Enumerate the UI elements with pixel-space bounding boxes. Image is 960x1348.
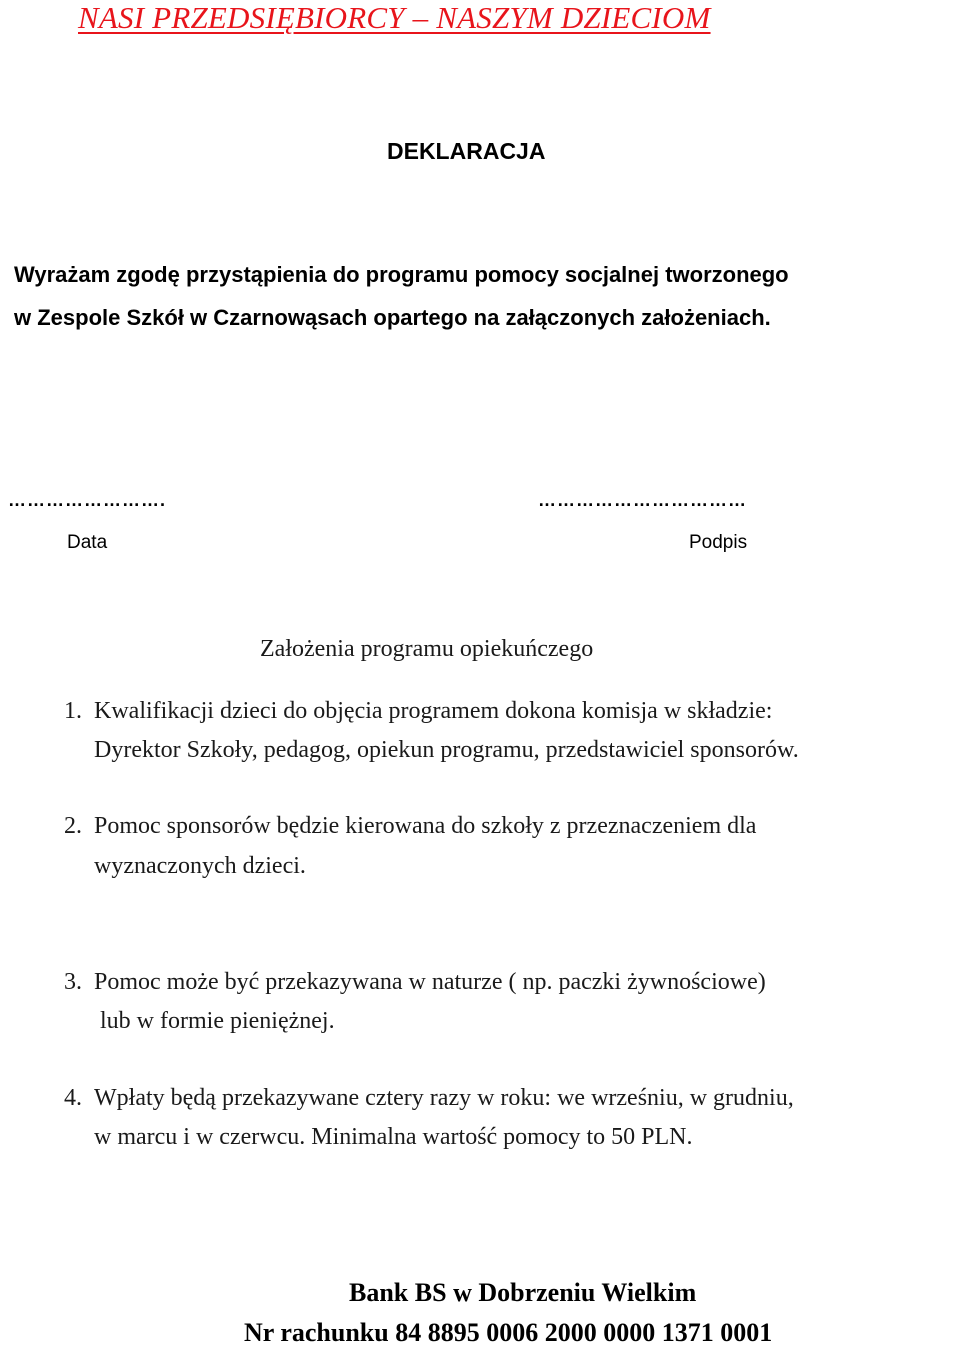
list-item-number: 2. — [64, 813, 82, 839]
signature-label: Podpis — [689, 532, 748, 553]
list-item-text: Kwalifikacji dzieci do objęcia programem dokona komisja w składzie: — [94, 698, 773, 724]
list-item-text: wyznaczonych dzieci. — [94, 853, 306, 879]
list-item-text: Wpłaty będą przekazywane cztery razy w roku: we wrześniu, w grudniu, — [94, 1085, 794, 1111]
list-item-number: 4. — [64, 1085, 82, 1111]
date-field-dots: ……………………. — [8, 490, 167, 510]
list-item-number: 3. — [64, 969, 82, 995]
list-item-text: Pomoc sponsorów będzie kierowana do szkoły z przeznaczeniem dla — [94, 813, 757, 839]
list-item-text: Dyrektor Szkoły, pedagog, opiekun programu, przedstawiciel sponsorów. — [94, 737, 799, 763]
consent-line-1: Wyrażam zgodę przystąpienia do programu pomocy socjalnej tworzonego — [14, 262, 789, 287]
list-item-text: w marcu i w czerwcu. Minimalna wartość pomocy to 50 PLN. — [94, 1124, 693, 1150]
program-section-title: Założenia programu opiekuńczego — [260, 636, 594, 662]
header-title: NASI PRZEDSIĘBIORCY – NASZYM DZIECIOM — [78, 0, 711, 35]
declaration-title: DEKLARACJA — [387, 138, 546, 164]
list-item-text: Pomoc może być przekazywana w naturze ( np. paczki żywnościowe) — [94, 969, 766, 995]
consent-line-2: w Zespole Szkół w Czarnowąsach opartego na załączonych założeniach. — [14, 305, 771, 330]
list-item-text: lub w formie pieniężnej. — [100, 1008, 335, 1034]
date-label: Data — [67, 532, 108, 553]
bank-name: Bank BS w Dobrzeniu Wielkim — [349, 1278, 697, 1307]
bank-account-number: Nr rachunku 84 8895 0006 2000 0000 1371 0001 — [244, 1318, 773, 1347]
signature-field-dots: …………………………… — [538, 490, 747, 510]
list-item-number: 1. — [64, 698, 82, 724]
